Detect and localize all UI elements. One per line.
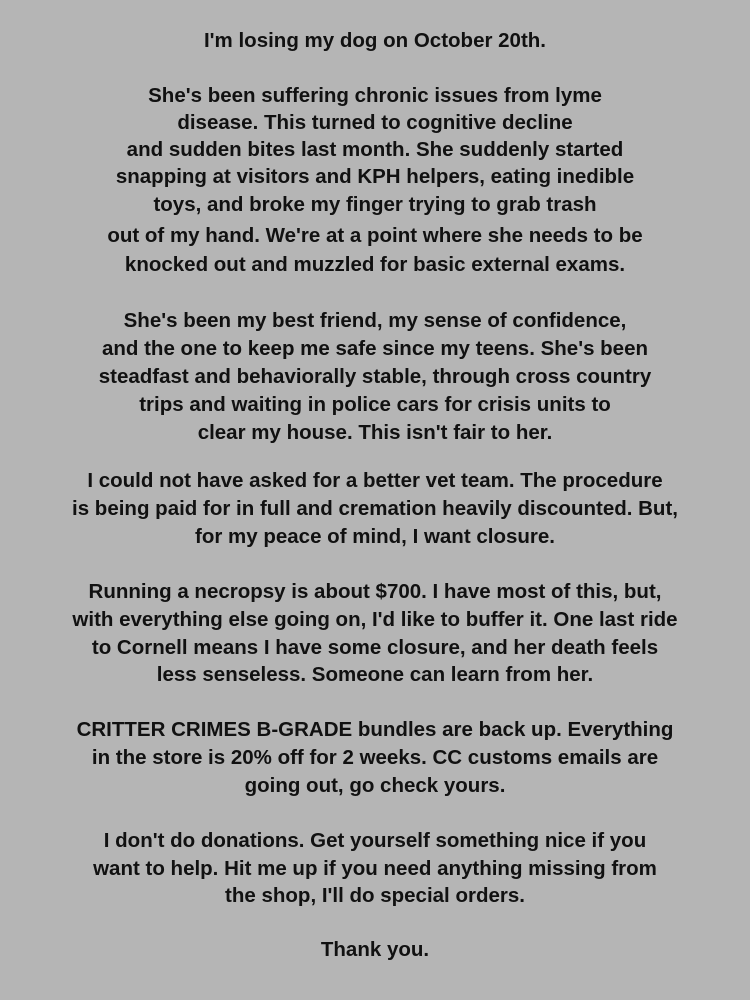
paragraph-line: clear my house. This isn't fair to her. [197, 421, 553, 444]
headline-line: I'm losing my dog on October 20th. [203, 29, 546, 52]
paragraph-line: disease. This turned to cognitive decline [177, 111, 573, 134]
paragraph-line: to Cornell means I have some closure, and her death feels [91, 636, 659, 659]
paragraph-line: going out, go check yours. [244, 774, 506, 797]
paragraph-line: with everything else going on, I'd like to buffer it. One last ride [72, 608, 678, 631]
paragraph-line: She's been my best friend, my sense of confidence, [123, 309, 627, 332]
paragraph-line: snapping at visitors and KPH helpers, eating inedible [115, 165, 635, 188]
paragraph-line: steadfast and behaviorally stable, through cross country [98, 365, 652, 388]
paragraph-line: out of my hand. We're at a point where she needs to be [107, 224, 643, 247]
paragraph-line: trips and waiting in police cars for crisis units to [139, 393, 611, 416]
paragraph-line: She's been suffering chronic issues from lyme [148, 84, 602, 107]
paragraph-line: for my peace of mind, I want closure. [195, 525, 555, 548]
paragraph-line: Running a necropsy is about $700. I have most of this, but, [88, 580, 662, 603]
paragraph-line: want to help. Hit me up if you need anything missing from [93, 857, 657, 880]
closing-line: Thank you. [320, 938, 430, 961]
paragraph-line: the shop, I'll do special orders. [225, 884, 525, 907]
paragraph-line: less senseless. Someone can learn from her. [156, 663, 594, 686]
paragraph-line: CRITTER CRIMES B-GRADE bundles are back up. Everything [76, 718, 674, 741]
paragraph-line: toys, and broke my finger trying to grab trash [153, 193, 597, 216]
paragraph-line: and sudden bites last month. She suddenly started [126, 138, 624, 161]
paragraph-line: I could not have asked for a better vet team. The procedure [87, 469, 663, 492]
paragraph-line: is being paid for in full and cremation heavily discounted. But, [72, 497, 678, 520]
paragraph-line: I don't do donations. Get yourself something nice if you [103, 829, 647, 852]
paragraph-line: and the one to keep me safe since my teens. She's been [101, 337, 649, 360]
paragraph-line: in the store is 20% off for 2 weeks. CC customs emails are [91, 746, 659, 769]
paragraph-line: knocked out and muzzled for basic external exams. [124, 253, 626, 276]
